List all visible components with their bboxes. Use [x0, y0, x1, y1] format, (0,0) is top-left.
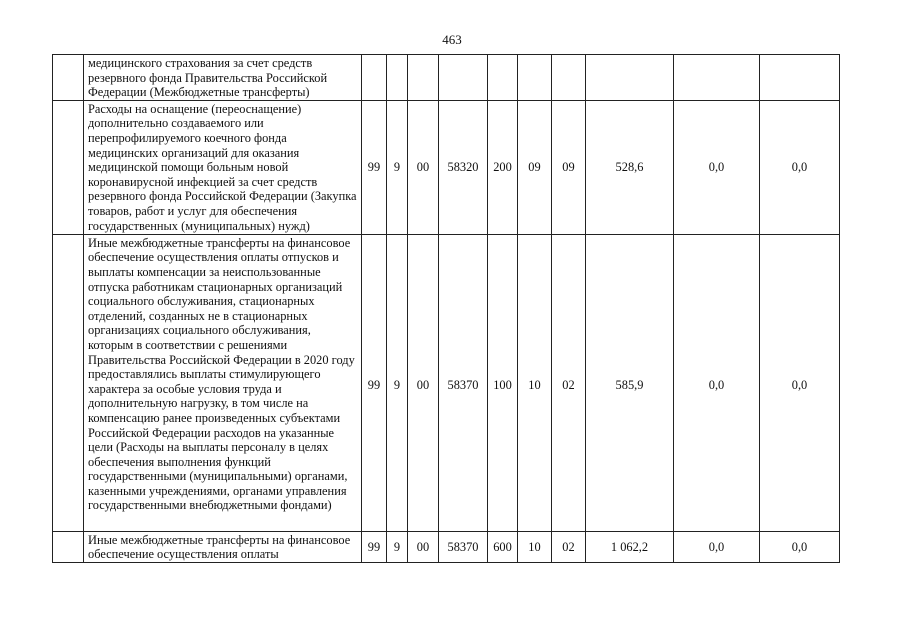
- subprogram-code-cell: 9: [387, 234, 408, 531]
- direction-code-cell: 00: [408, 234, 439, 531]
- subsection-cell: [552, 55, 586, 101]
- amount-year3-cell: 0,0: [760, 234, 840, 531]
- empty-cell: [53, 100, 84, 234]
- direction-code-cell: 00: [408, 100, 439, 234]
- amount-year1-cell: 528,6: [586, 100, 674, 234]
- amount-year2-cell: 0,0: [674, 531, 760, 562]
- amount-year1-cell: 1 062,2: [586, 531, 674, 562]
- amount-year3-cell: [760, 55, 840, 101]
- subsection-cell: 09: [552, 100, 586, 234]
- amount-year1-cell: 585,9: [586, 234, 674, 531]
- amount-year3-cell: 0,0: [760, 100, 840, 234]
- expense-type-cell: 100: [488, 234, 518, 531]
- expense-type-cell: [488, 55, 518, 101]
- page-number: 463: [442, 32, 462, 47]
- budget-table: [52, 54, 840, 563]
- amount-year2-cell: [674, 55, 760, 101]
- section-cell: 10: [518, 234, 552, 531]
- row-description: Иные межбюджетные трансферты на финансовое обеспечение осуществления оплаты отпусков и выплаты компенсации за неиспользованные отпуска работникам стационарных организаций социального обслуживания, стационарных отделений, созданных не в стационарных организациях социального обслуживания, которым в соответствии с решениями Правительства Российской Федерации в 2020 году предоставлялись выплаты стимулирующего характера за особые условия труда и дополнительную нагрузку, в том числе на компенсацию ранее произведенных субъектами Российской Федерации расходов на указанные цели (Расходы на выплаты персоналу в целях обеспечения выполнения функций государственными (муниципальными) органами, казенными учреждениями, органами управления государственными внебюджетными фондами): [84, 234, 362, 531]
- expense-type-cell: 600: [488, 531, 518, 562]
- direction-code-cell: 00: [408, 531, 439, 562]
- row-description: Иные межбюджетные трансферты на финансовое обеспечение осуществления оплаты: [84, 531, 362, 562]
- subprogram-code-cell: 9: [387, 531, 408, 562]
- empty-cell: [53, 234, 84, 531]
- row-description: медицинского страхования за счет средств резервного фонда Правительства Российской Федерации (Межбюджетные трансферты): [84, 55, 362, 101]
- table-row: [53, 531, 840, 562]
- amount-year2-cell: 0,0: [674, 234, 760, 531]
- direction-code-cell: [408, 55, 439, 101]
- table-row: [53, 100, 840, 234]
- subprogram-code-cell: [387, 55, 408, 101]
- expense-code-cell: [439, 55, 488, 101]
- subprogram-code-cell: 9: [387, 100, 408, 234]
- amount-year1-cell: [586, 55, 674, 101]
- program-code-cell: 99: [362, 531, 387, 562]
- program-code-cell: 99: [362, 100, 387, 234]
- section-cell: 09: [518, 100, 552, 234]
- amount-year2-cell: 0,0: [674, 100, 760, 234]
- program-code-cell: 99: [362, 234, 387, 531]
- section-cell: 10: [518, 531, 552, 562]
- expense-type-cell: 200: [488, 100, 518, 234]
- expense-code-cell: 58320: [439, 100, 488, 234]
- table-row: [53, 55, 840, 101]
- subsection-cell: 02: [552, 234, 586, 531]
- empty-cell: [53, 531, 84, 562]
- amount-year3-cell: 0,0: [760, 531, 840, 562]
- section-cell: [518, 55, 552, 101]
- subsection-cell: 02: [552, 531, 586, 562]
- empty-cell: [53, 55, 84, 101]
- expense-code-cell: 58370: [439, 531, 488, 562]
- program-code-cell: [362, 55, 387, 101]
- table-row: [53, 234, 840, 531]
- row-description: Расходы на оснащение (переоснащение) дополнительно создаваемого или перепрофилируемого коечного фонда медицинских организаций для оказания медицинской помощи больным новой коронавирусной инфекцией за счет средств резервного фонда Российской Федерации (Закупка товаров, работ и услуг для обеспечения государственных (муниципальных) нужд): [84, 100, 362, 234]
- expense-code-cell: 58370: [439, 234, 488, 531]
